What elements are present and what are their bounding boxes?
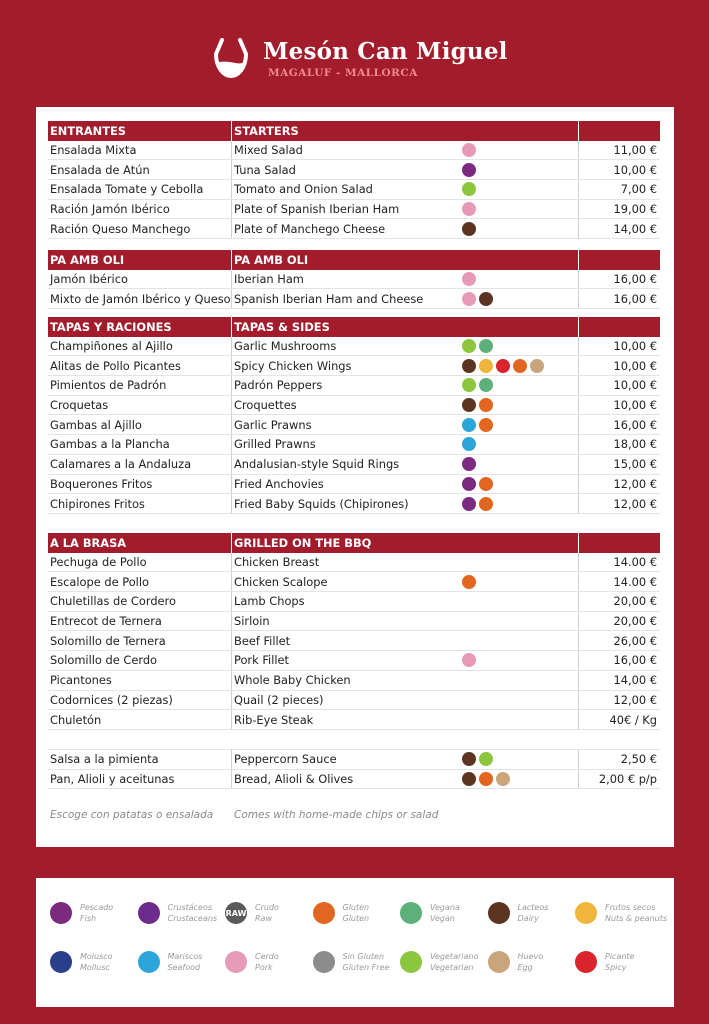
item-price: 10,00 € [613,378,657,393]
item-name-english: Garlic Prawns [234,417,312,432]
item-price: 16,00 € [613,291,657,306]
item-name-english: Quail (2 pieces) [234,692,324,707]
milk-jug-icon [462,359,476,373]
section-title-english: STARTERS [234,123,299,138]
legend-label-spanish: Gluten [342,903,370,912]
legend-text [343,951,390,973]
legend-label-english: Dairy [517,914,539,923]
pig-icon [462,653,476,667]
legend-label-spanish: Sin Gluten [342,952,385,961]
header-price-spacer [579,317,660,337]
allergen-icons [462,376,579,395]
allergen-icons [462,160,579,179]
legend-text [605,951,634,973]
section-title-spanish: A LA BRASA [48,533,232,553]
allergen-legend [36,878,674,1007]
item-name-english: Chicken Scalope [234,574,328,589]
menu-item-row [48,141,660,161]
leaf-icon [400,951,422,973]
item-name-english: Croquettes [234,398,297,413]
restaurant-location: MAGALUF - MALLORCA [268,67,418,79]
item-name-english: Spanish Iberian Ham and Cheese [234,291,424,306]
item-name-spanish: Chuletillas de Cordero [48,592,232,611]
wheat-icon [479,772,493,786]
item-name-english: Pork Fillet [234,653,290,668]
item-name-spanish: Gambas a la Plancha [48,435,232,454]
header-spacer [462,317,579,337]
vegan-leaf-icon [400,902,422,924]
allergen-icons [462,671,579,690]
legend-text [343,902,370,924]
item-name-spanish: Chuletón [48,710,232,729]
section-entrantes [48,121,660,239]
header-spacer [462,250,579,270]
menu-item-row [48,651,660,671]
section-header [48,317,660,337]
allergen-icons [462,180,579,199]
allergen-icons [462,651,579,670]
menu-item-row [48,671,660,691]
allergen-icons [462,494,579,513]
milk-jug-icon [462,222,476,236]
item-price: 19,00 € [613,202,657,217]
legend-item-raw [225,902,313,924]
legend-text [430,951,478,973]
legend-label-english: Fish [80,914,97,923]
menu-item-row [48,612,660,632]
item-price: 11,00 € [613,143,657,158]
vegan-leaf-icon [479,339,493,353]
item-price: 2,50 € [620,752,657,767]
pig-icon [462,143,476,157]
item-name-spanish: Pan, Alioli y aceitunas [48,770,232,789]
item-name-english: Tomato and Onion Salad [234,182,373,197]
allergen-icons [462,141,579,160]
menu-item-row [48,435,660,455]
leaf-icon [462,182,476,196]
item-price: 2,00 € p/p [598,772,657,787]
item-price: 40€ / Kg [609,712,657,727]
legend-label-english: Vegan [430,914,455,923]
legend-item-crustaceans [138,902,226,924]
raw-icon: RAW [225,902,247,924]
item-name-spanish: Chipirones Fritos [48,494,232,513]
item-price: 10,00 € [613,358,657,373]
header [0,36,709,86]
chili-icon [575,951,597,973]
allergen-icons [462,553,579,572]
item-name-spanish: Codornices (2 piezas) [48,691,232,710]
legend-item-vegetarian [400,951,488,973]
menu-card [36,107,674,847]
wheat-icon [479,477,493,491]
item-name-english: Rib-Eye Steak [234,712,314,727]
seafood-icon [462,418,476,432]
legend-label-spanish: Vegana [430,903,460,912]
header-spacer [462,121,579,141]
item-price: 7,00 € [620,182,657,197]
legend-label-spanish: Pescado [80,903,114,912]
milk-jug-icon [462,398,476,412]
legend-item-dairy [488,902,576,924]
legend-text [168,951,203,973]
menu-item-row [48,376,660,396]
legend-label-english: Egg [517,963,533,972]
menu-item-row [48,475,660,495]
item-price: 18,00 € [613,437,657,452]
item-name-english: Padrón Peppers [234,378,323,393]
item-price: 14.00 € [613,555,657,570]
legend-label-english: Spicy [605,963,627,972]
item-name-spanish: Mixto de Jamón Ibérico y Queso [48,289,232,308]
item-name-english: Mixed Salad [234,143,303,158]
item-name-english: Fried Baby Squids (Chipirones) [234,496,409,511]
chili-icon [496,359,510,373]
legend-item-fish [50,902,138,924]
menu-item-row [48,289,660,309]
allergen-icons [462,691,579,710]
legend-text [255,951,279,973]
allergen-icons [462,631,579,650]
legend-label-english: Crustaceans [167,914,218,923]
pig-icon [225,951,247,973]
legend-item-vegan [400,902,488,924]
milk-jug-icon [462,752,476,766]
pig-icon [462,292,476,306]
milk-jug-icon [488,902,510,924]
section-tapas [48,317,660,514]
nuts-icon [479,359,493,373]
legend-label-spanish: Lacteos [517,903,549,912]
item-name-spanish: Ensalada de Atún [48,160,232,179]
menu-item-row [48,160,660,180]
item-name-english: Peppercorn Sauce [234,752,337,767]
item-price: 12,00 € [613,692,657,707]
item-price: 14.00 € [613,574,657,589]
item-price: 10,00 € [613,162,657,177]
egg-icon [496,772,510,786]
legend-label-spanish: Frutos secos [605,903,656,912]
legend-text [80,902,113,924]
menu-item-row [48,180,660,200]
wheat-icon [479,398,493,412]
item-price: 10,00 € [613,339,657,354]
legend-text [518,902,549,924]
item-name-spanish: Pimientos de Padrón [48,376,232,395]
item-name-spanish: Alitas de Pollo Picantes [48,356,232,375]
menu-item-row [48,494,660,514]
egg-icon [488,951,510,973]
item-name-english: Spicy Chicken Wings [234,358,352,373]
item-price: 26,00 € [613,633,657,648]
header-spacer [462,533,579,553]
item-name-english: Plate of Spanish Iberian Ham [234,202,400,217]
item-name-spanish: Croquetas [48,396,232,415]
item-name-english: Garlic Mushrooms [234,339,337,354]
legend-label-english: Nuts & peanuts [605,914,668,923]
section-title-spanish: PA AMB OLI [48,250,232,270]
wine-glass-logo-icon [210,38,252,82]
item-name-english: Bread, Alioli & Olives [234,772,354,787]
legend-item-egg [488,951,576,973]
section-header [48,250,660,270]
wheat-icon [479,497,493,511]
legend-text [168,902,218,924]
wheat-icon [479,418,493,432]
legend-label-spanish: Crustáceos [167,903,213,912]
header-price-spacer [579,533,660,553]
item-name-english: Fried Anchovies [234,476,324,491]
menu-item-row [48,592,660,612]
legend-label-spanish: Picante [605,952,635,961]
allergen-icons [462,455,579,474]
item-name-spanish: Calamares a la Andaluza [48,455,232,474]
item-price: 14,00 € [613,673,657,688]
leaf-icon [462,378,476,392]
allergen-icons [462,475,579,494]
pig-icon [462,202,476,216]
menu-item-row [48,396,660,416]
allergen-icons [462,770,579,789]
menu-item-row [48,691,660,711]
item-name-english: Whole Baby Chicken [234,673,351,688]
legend-label-english: Vegetarian [430,963,474,972]
menu-item-row [48,356,660,376]
milk-jug-icon [462,772,476,786]
section-title-spanish: TAPAS Y RACIONES [48,317,232,337]
item-price: 15,00 € [613,457,657,472]
allergen-icons [462,289,579,308]
legend-text [605,902,667,924]
gluten-free-icon [313,951,335,973]
restaurant-name: Mesón Can Miguel [263,38,508,65]
legend-label-spanish: Vegetariano [430,952,479,961]
item-name-english: Beef Fillet [234,633,291,648]
allergen-icons [462,415,579,434]
menu-item-row [48,631,660,651]
item-name-spanish: Ración Jamón Ibérico [48,200,232,219]
fish-icon [50,902,72,924]
legend-label-english: Seafood [167,963,201,972]
allergen-icons [462,710,579,729]
shell-icon [50,951,72,973]
item-name-english: Sirloin [234,614,270,629]
legend-item-seafood [138,951,226,973]
allergen-icons [462,396,579,415]
menu-item-row [48,455,660,475]
legend-label-english: Mollusc [80,963,110,972]
legend-text [430,902,460,924]
legend-item-mollusc [50,951,138,973]
menu-item-row [48,219,660,239]
legend-text [255,902,279,924]
allergen-icons [462,270,579,289]
allergen-icons [462,592,579,611]
item-name-english: Iberian Ham [234,272,304,287]
legend-label-spanish: Cerdo [255,952,279,961]
sides-note-spanish: Escoge con patatas o ensalada [50,809,214,821]
menu-item-row [48,572,660,592]
item-name-spanish: Escalope de Pollo [48,572,232,591]
item-price: 20,00 € [613,594,657,609]
menu-item-row [48,337,660,357]
legend-label-english: Gluten [342,914,370,923]
menu-item-row [48,270,660,290]
legend-label-english: Pork [255,963,273,972]
item-name-spanish: Gambas al Ajillo [48,415,232,434]
allergen-icons [462,337,579,356]
pig-icon [462,272,476,286]
allergen-icons [462,750,579,769]
fish-icon [462,497,476,511]
item-name-spanish: Salsa a la pimienta [48,750,232,769]
vegan-leaf-icon [479,378,493,392]
item-name-english: Plate of Manchego Cheese [234,221,386,236]
section-header [48,121,660,141]
section-title-english: TAPAS & SIDES [234,319,330,334]
section-header [48,533,660,553]
item-name-spanish: Solomillo de Cerdo [48,651,232,670]
menu-item-row [48,750,660,770]
fish-icon [462,477,476,491]
nuts-icon [575,902,597,924]
menu-item-row [48,200,660,220]
fish-icon [462,163,476,177]
item-price: 16,00 € [613,272,657,287]
section-extras [48,749,660,789]
header-price-spacer [579,121,660,141]
item-price: 10,00 € [613,398,657,413]
legend-label-english: Raw [255,914,273,923]
item-price: 12,00 € [613,476,657,491]
legend-label-spanish: Molusco [80,952,113,961]
fish-icon [462,457,476,471]
item-name-english: Lamb Chops [234,594,305,609]
item-name-spanish: Entrecot de Ternera [48,612,232,631]
legend-item-gluten [313,902,401,924]
legend-item-spicy [575,951,663,973]
seafood-icon [462,437,476,451]
wheat-icon [513,359,527,373]
allergen-icons [462,612,579,631]
item-name-spanish: Pechuga de Pollo [48,553,232,572]
menu-item-row [48,710,660,730]
menu-item-row [48,415,660,435]
item-name-spanish: Solomillo de Ternera [48,631,232,650]
seafood-icon [138,951,160,973]
crab-icon [138,902,160,924]
section-pa-amb-oli [48,250,660,309]
item-name-spanish: Boquerones Fritos [48,475,232,494]
item-name-english: Grilled Prawns [234,437,316,452]
legend-label-spanish: Huevo [517,952,544,961]
legend-text [518,951,544,973]
item-name-english: Andalusian-style Squid Rings [234,457,400,472]
item-price: 16,00 € [613,653,657,668]
item-name-spanish: Picantones [48,671,232,690]
item-name-english: Tuna Salad [234,162,296,177]
section-title-spanish: ENTRANTES [48,121,232,141]
item-name-spanish: Ración Queso Manchego [48,219,232,238]
item-name-spanish: Champiñones al Ajillo [48,337,232,356]
section-title-english: PA AMB OLI [234,252,309,267]
egg-icon [530,359,544,373]
legend-item-pork [225,951,313,973]
wheat-icon [462,575,476,589]
item-name-spanish: Ensalada Tomate y Cebolla [48,180,232,199]
leaf-icon [479,752,493,766]
item-price: 12,00 € [613,496,657,511]
legend-label-english: Gluten Free [342,963,390,972]
item-price: 20,00 € [613,614,657,629]
allergen-icons [462,435,579,454]
allergen-icons [462,572,579,591]
leaf-icon [462,339,476,353]
allergen-icons [462,219,579,238]
section-brasa [48,533,660,730]
legend-label-spanish: Mariscos [167,952,203,961]
item-name-english: Chicken Breast [234,555,320,570]
allergen-icons [462,356,579,375]
allergen-icons [462,200,579,219]
menu-item-row [48,770,660,790]
sides-note-english: Comes with home-made chips or salad [234,809,439,821]
menu-item-row [48,553,660,573]
wheat-icon [313,902,335,924]
section-title-english: GRILLED ON THE BBQ [234,535,372,550]
header-price-spacer [579,250,660,270]
item-name-spanish: Ensalada Mixta [48,141,232,160]
legend-item-glutenfree [313,951,401,973]
item-price: 14,00 € [613,221,657,236]
legend-text [80,951,113,973]
legend-label-spanish: Crudo [255,903,279,912]
legend-item-nuts [575,902,668,924]
item-price: 16,00 € [613,417,657,432]
milk-jug-icon [479,292,493,306]
item-name-spanish: Jamón Ibérico [48,270,232,289]
